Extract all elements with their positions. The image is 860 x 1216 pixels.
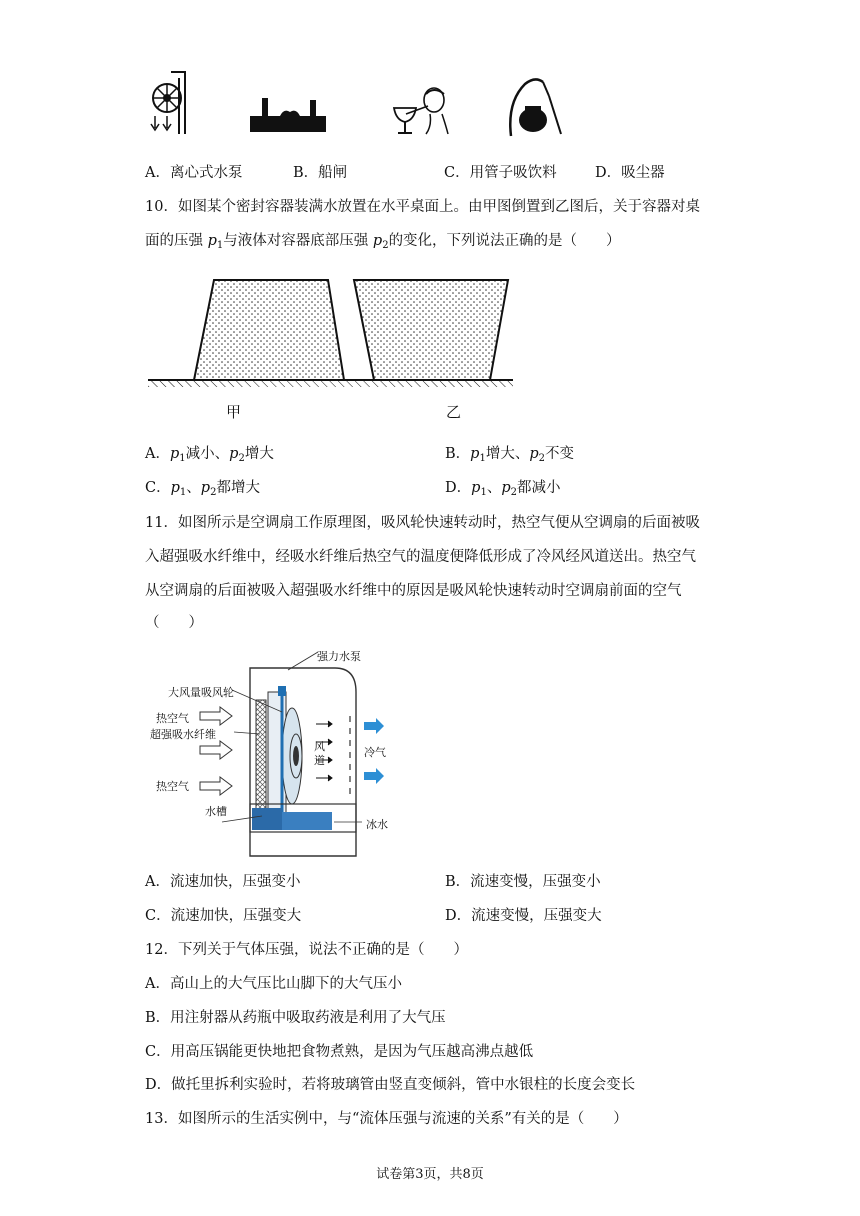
q11-option-c: C．流速加快，压强变大 bbox=[145, 908, 302, 924]
container-diagram bbox=[148, 276, 513, 396]
q10-option-d: D．$p_1$、$p_2$都减小 bbox=[445, 480, 561, 498]
q11-option-a: A．流速加快，压强变小 bbox=[145, 874, 301, 890]
drinking-straw-icon bbox=[390, 86, 452, 138]
q11-option-d: D．流速变慢，压强变大 bbox=[445, 908, 602, 924]
ship-lock-icon bbox=[248, 96, 328, 136]
label-ice-water: 冰水 bbox=[366, 818, 388, 831]
q12-option-c: C．用高压锅能更快地把食物煮熟，是因为气压越高沸点越低 bbox=[145, 1044, 534, 1060]
vacuum-cleaner-icon bbox=[505, 72, 563, 138]
label-cold-air: 冷气 bbox=[364, 746, 386, 759]
label-hot-air-2: 热空气 bbox=[156, 780, 189, 793]
label-tank: 水槽 bbox=[205, 805, 227, 818]
figure-label-yi: 乙 bbox=[446, 403, 462, 421]
q10-option-a: A．$p_1$减小、$p_2$增大 bbox=[145, 446, 274, 464]
container-jia bbox=[194, 280, 344, 380]
q12-option-b: B．用注射器从药瓶中吸取药液是利用了大气压 bbox=[145, 1010, 446, 1026]
q11-stem-line2: 入超强吸水纤维中，经吸水纤维后热空气的温度便降低形成了冷风经风道送出。热空气 bbox=[145, 549, 696, 565]
q9-option-c: C．用管子吸饮料 bbox=[444, 165, 557, 181]
label-duct: 风道 bbox=[314, 740, 325, 767]
q11-option-b: B．流速变慢，压强变小 bbox=[445, 874, 601, 890]
label-fan: 大风量吸风轮 bbox=[168, 686, 234, 699]
q10-option-b: B．$p_1$增大、$p_2$不变 bbox=[445, 446, 574, 464]
q9-option-d: D．吸尘器 bbox=[595, 165, 665, 181]
label-hot-air-1: 热空气 bbox=[156, 712, 189, 725]
label-pump: 强力水泵 bbox=[317, 650, 361, 663]
label-fiber: 超强吸水纤维 bbox=[150, 728, 216, 741]
q9-option-a: A．离心式水泵 bbox=[145, 165, 243, 181]
q12-option-a: A．高山上的大气压比山脚下的大气压小 bbox=[145, 976, 402, 992]
figure-label-jia: 甲 bbox=[226, 403, 242, 421]
q10-stem-line2: 面的压强 $p_1$与液体对容器底部压强 $p_2$的变化，下列说法正确的是（ ） bbox=[145, 233, 621, 251]
q11-stem-line1: 11．如图所示是空调扇工作原理图，吸风轮快速转动时，热空气便从空调扇的后面被吸 bbox=[145, 515, 700, 531]
container-yi bbox=[354, 280, 508, 380]
q10-stem-line1: 10．如图某个密封容器装满水放置在水平桌面上。由甲图倒置到乙图后，关于容器对桌 bbox=[145, 199, 700, 215]
q12-option-d: D．做托里拆利实验时，若将玻璃管由竖直变倾斜，管中水银柱的长度会变长 bbox=[145, 1077, 636, 1093]
q11-stem-line4: （ ） bbox=[145, 615, 203, 631]
q9-option-b: B．船闸 bbox=[293, 165, 348, 181]
q12-stem: 12．下列关于气体压强，说法不正确的是（ ） bbox=[145, 942, 468, 958]
pump-icon bbox=[145, 68, 190, 136]
page-footer: 试卷第3页，共8页 bbox=[376, 1167, 484, 1182]
q11-stem-line3: 从空调扇的后面被吸入超强吸水纤维中的原因是吸风轮快速转动时空调扇前面的空气 bbox=[145, 583, 682, 599]
q10-option-c: C．$p_1$、$p_2$都增大 bbox=[145, 480, 260, 498]
q13-stem: 13．如图所示的生活实例中，与“流体压强与流速的关系”有关的是（ ） bbox=[145, 1111, 628, 1127]
